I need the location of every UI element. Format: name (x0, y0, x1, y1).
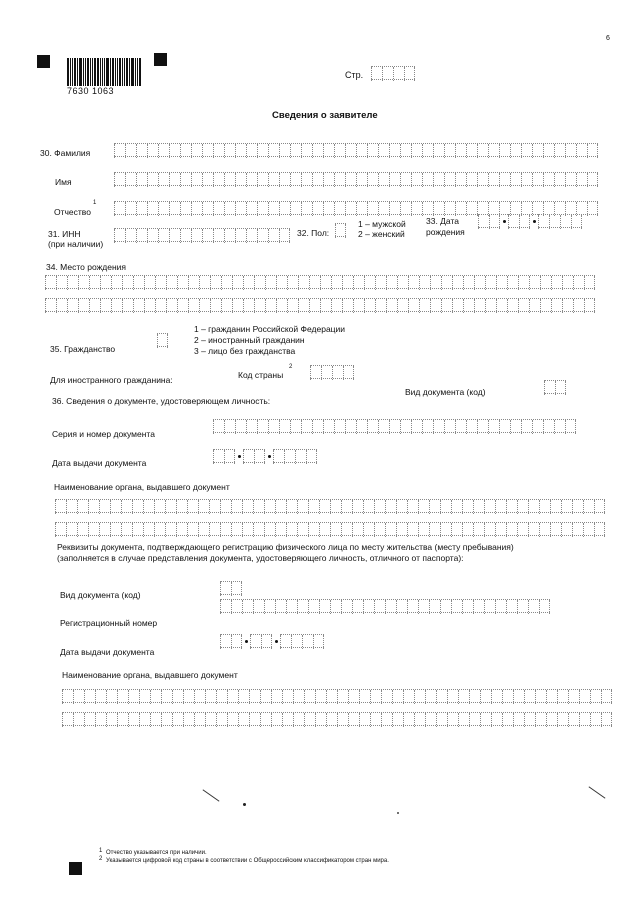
page-number: 6 (606, 35, 610, 42)
patronymic-label: Отчество (54, 207, 91, 217)
patronymic-footnote-mark: 1 (93, 200, 97, 206)
scan-mark (589, 786, 606, 798)
reg-doc-kind-field[interactable] (220, 581, 242, 595)
page-label: Стр. (345, 70, 364, 80)
alignment-marker (69, 862, 82, 875)
foreign-citizen-label: Для иностранного гражданина: (50, 375, 173, 385)
birth-date-label: 33. Дата (426, 216, 459, 226)
sex-label: 32. Пол: (297, 228, 330, 238)
name-label: Имя (55, 177, 72, 187)
footnote-2-number: 2 (99, 856, 103, 862)
scan-dot (243, 803, 246, 806)
surname-field[interactable] (114, 143, 598, 157)
doc-kind-code-field[interactable] (544, 380, 566, 394)
reg-issuer-field-line-2[interactable] (62, 712, 612, 726)
reg-number-label: Регистрационный номер (60, 618, 158, 628)
identity-doc-label: 36. Сведения о документе, удостоверяющем личность: (52, 396, 271, 406)
issue-date-label: Дата выдачи документа (52, 458, 147, 468)
footnote-2-text: Указывается цифровой код страны в соответствии с Общероссийским классификатором стран мира. (106, 858, 389, 864)
sex-option-male: 1 – мужской (358, 219, 406, 229)
series-number-field[interactable] (213, 419, 576, 433)
series-number-label: Серия и номер документа (52, 429, 155, 439)
country-code-field[interactable] (310, 365, 354, 379)
reg-issue-date-label: Дата выдачи документа (60, 647, 155, 657)
reg-issuer-label: Наименование органа, выдавшего документ (62, 670, 238, 680)
scan-mark (203, 789, 220, 801)
footnote-1-text: Отчество указывается при наличии. (106, 850, 207, 856)
reg-doc-kind-label: Вид документа (код) (60, 590, 141, 600)
doc-kind-code-label: Вид документа (код) (405, 387, 486, 397)
citizenship-option-2: 2 – иностранный гражданин (194, 335, 305, 345)
birth-date-label-2: рождения (426, 227, 465, 237)
birth-place-field-line-1[interactable] (45, 275, 595, 289)
inn-note: (при наличии) (48, 239, 104, 249)
section-title: Сведения о заявителе (272, 110, 378, 121)
reg-doc-label-2: (заполняется в случае представления документа, удостоверяющего личность, отличного от паспорта): (57, 553, 464, 563)
alignment-marker (154, 53, 167, 66)
inn-field[interactable] (114, 228, 290, 242)
footnote-1-number: 1 (99, 848, 103, 854)
barcode-number: 7630 1063 (67, 86, 115, 96)
barcode-bars (67, 50, 145, 86)
name-field[interactable] (114, 172, 598, 186)
page-number-field[interactable] (371, 66, 415, 80)
alignment-marker (37, 55, 50, 68)
citizenship-label: 35. Гражданство (50, 344, 116, 354)
issuer-field-line-1[interactable] (55, 499, 605, 513)
birth-place-field-line-2[interactable] (45, 298, 595, 312)
citizenship-field[interactable] (157, 333, 168, 347)
issuer-label: Наименование органа, выдавшего документ (54, 482, 230, 492)
reg-number-field[interactable] (220, 599, 550, 613)
reg-issue-date-field[interactable] (220, 634, 324, 648)
issuer-field-line-2[interactable] (55, 522, 605, 536)
citizenship-option-3: 3 – лицо без гражданства (194, 346, 296, 356)
sex-field[interactable] (335, 223, 346, 237)
inn-label: 31. ИНН (48, 229, 81, 239)
sex-option-female: 2 – женский (358, 229, 405, 239)
birth-date-field[interactable] (478, 214, 582, 228)
reg-issuer-field-line-1[interactable] (62, 689, 612, 703)
country-code-label: Код страны (238, 370, 284, 380)
surname-label: 30. Фамилия (40, 148, 91, 158)
citizenship-option-1: 1 – гражданин Российской Федерации (194, 324, 346, 334)
issue-date-field[interactable] (213, 449, 317, 463)
barcode (67, 50, 145, 96)
reg-doc-label-1: Реквизиты документа, подтверждающего регистрацию физического лица по месту жительства (месту пребывания) (57, 542, 514, 552)
birth-place-label: 34. Место рождения (46, 262, 126, 272)
country-code-footnote-mark: 2 (289, 364, 293, 370)
scan-dot (397, 812, 399, 814)
patronymic-field[interactable] (114, 201, 598, 215)
